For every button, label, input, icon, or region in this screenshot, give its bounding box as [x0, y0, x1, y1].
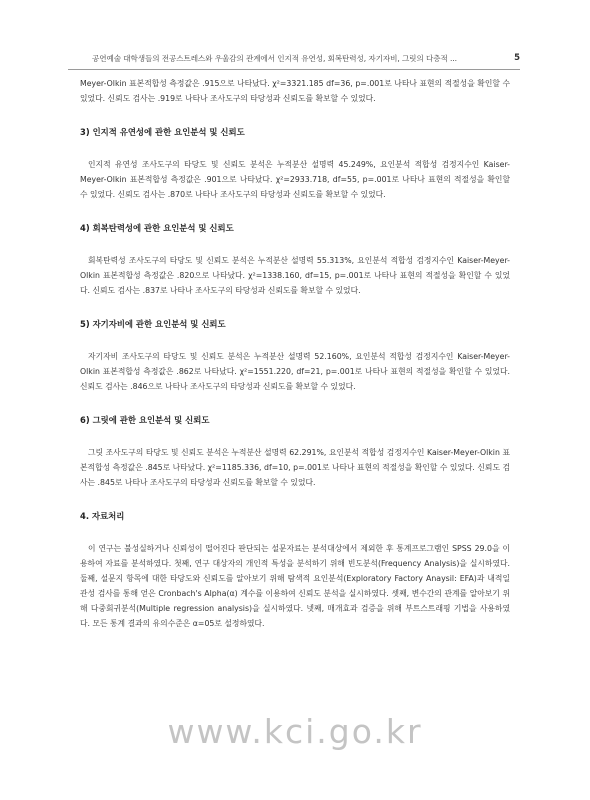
paragraph-cognitive-flexibility: 인지적 유연성 조사도구의 타당도 및 신뢰도 분석은 누적분산 설명력 45.249%, 요인분석 적합성 검정지수인 Kaiser- Meyer-Olkin 표본적합성 측정값은 .901으로 나타났다. χ²=2933.718, df=55, p=.001로 나타나 표현의 적절성을 확인할 수 있었다. 신뢰도 검사는 .870로 나타나 조사도구의 타당성과 신뢰도를 확보할 수 있었다. — [80, 160, 510, 199]
heading-resilience: 4) 회복탄력성에 관한 요인분석 및 신뢰도 — [80, 223, 234, 233]
paragraph-self-compassion: 자기자비 조사도구의 타당도 및 신뢰도 분석은 누적분산 설명력 52.160%, 요인분석 적합성 검정지수인 Kaiser-Meyer-Olkin 표본적합성 측정값은 .862로 나타났다. χ²=1551.220, df=21, p=.001로 나타나 표현의 적절성을 확인할 수 있었다. 신뢰도 검사는 .846으로 나타나 조사도구의 타당성과 신뢰도를 확보할 수 있었다. — [80, 352, 510, 391]
running-header-title: 공연예술 대학생들의 전공스트레스와 우울감의 관계에서 인지적 유연성, 회복탄력성, 자기자비, 그릿의 다층적 ... — [92, 54, 457, 63]
paragraph-data-processing: 이 연구는 불성실하거나 신뢰성이 떨어진다 판단되는 설문자료는 분석대상에서 제외한 후 통계프로그램인 SPSS 29.0을 이용하여 자료를 분석하였다. 첫째, 연구 대상자의 개인적 특성을 분석하기 위해 빈도분석(Frequency Analysis)을 실시하였다. 둘째, 설문지 항목에 대한 타당도와 신뢰도를 알아보기 위해 탐색적 요인분석(Exploratory Factory Anaysil: EFA)과 내적일관성 검사를 통해 얻은 Cronbach's Alpha(α) 계수를 이용하여 신뢰도 분석을 실시하였다. 셋째, 변수간의 관계를 알아보기 위해 다중회귀분석(Multiple regression analysis)을 실시하였다. 넷째, 매개효과 검증을 위해 부트스트래핑 기법을 사용하였다. 모든 통계 결과의 유의수준은 α=05로 설정하였다. — [80, 544, 510, 628]
paragraph-kmo-overview: Meyer-Olkin 표본적합성 측정값은 .915으로 나타났다. χ²=3321.185 df=36, p=.001로 나타나 표현의 적절성을 확인할 수 있었다. 신뢰도 검사는 .919로 나타나 조사도구의 타당성과 신뢰도를 확보할 수 있었다. — [80, 79, 510, 103]
running-header — [68, 53, 520, 70]
heading-grit: 6) 그릿에 관한 요인분석 및 신뢰도 — [80, 415, 210, 425]
paragraph-grit: 그릿 조사도구의 타당도 및 신뢰도 분석은 누적분산 설명력 62.291%, 요인분석 적합성 검정지수인 Kaiser-Meyer-Olkin 표본적합성 측정값은 .845로 나타났다. χ²=1185.336, df=10, p=.001로 나타나 표현의 적절성을 확인할 수 있었다. 신뢰도 검사는 .845로 나타나 조사도구의 타당성과 신뢰도를 확보할 수 있었다. — [80, 448, 510, 487]
page-number: 5 — [514, 53, 520, 63]
body-text — [80, 76, 510, 631]
paragraph-resilience: 회복탄력성 조사도구의 타당도 및 신뢰도 분석은 누적분산 설명력 55.313%, 요인분석 적합성 검정지수인 Kaiser-Meyer-Olkin 표본적합성 측정값은 .820으로 나타났다. χ²=1338.160, df=15, p=.001로 나타나 표현의 적절성을 확인할 수 있었다. 신뢰도 검사는 .837로 나타나 조사도구의 타당성과 신뢰도를 확보할 수 있었다. — [80, 256, 510, 295]
heading-cognitive-flexibility: 3) 인지적 유연성에 관한 요인분석 및 신뢰도 — [80, 127, 245, 137]
heading-self-compassion: 5) 자기자비에 관한 요인분석 및 신뢰도 — [80, 319, 226, 329]
heading-data-processing: 4. 자료처리 — [80, 511, 125, 521]
kci-watermark: www.kci.go.kr — [167, 712, 423, 751]
